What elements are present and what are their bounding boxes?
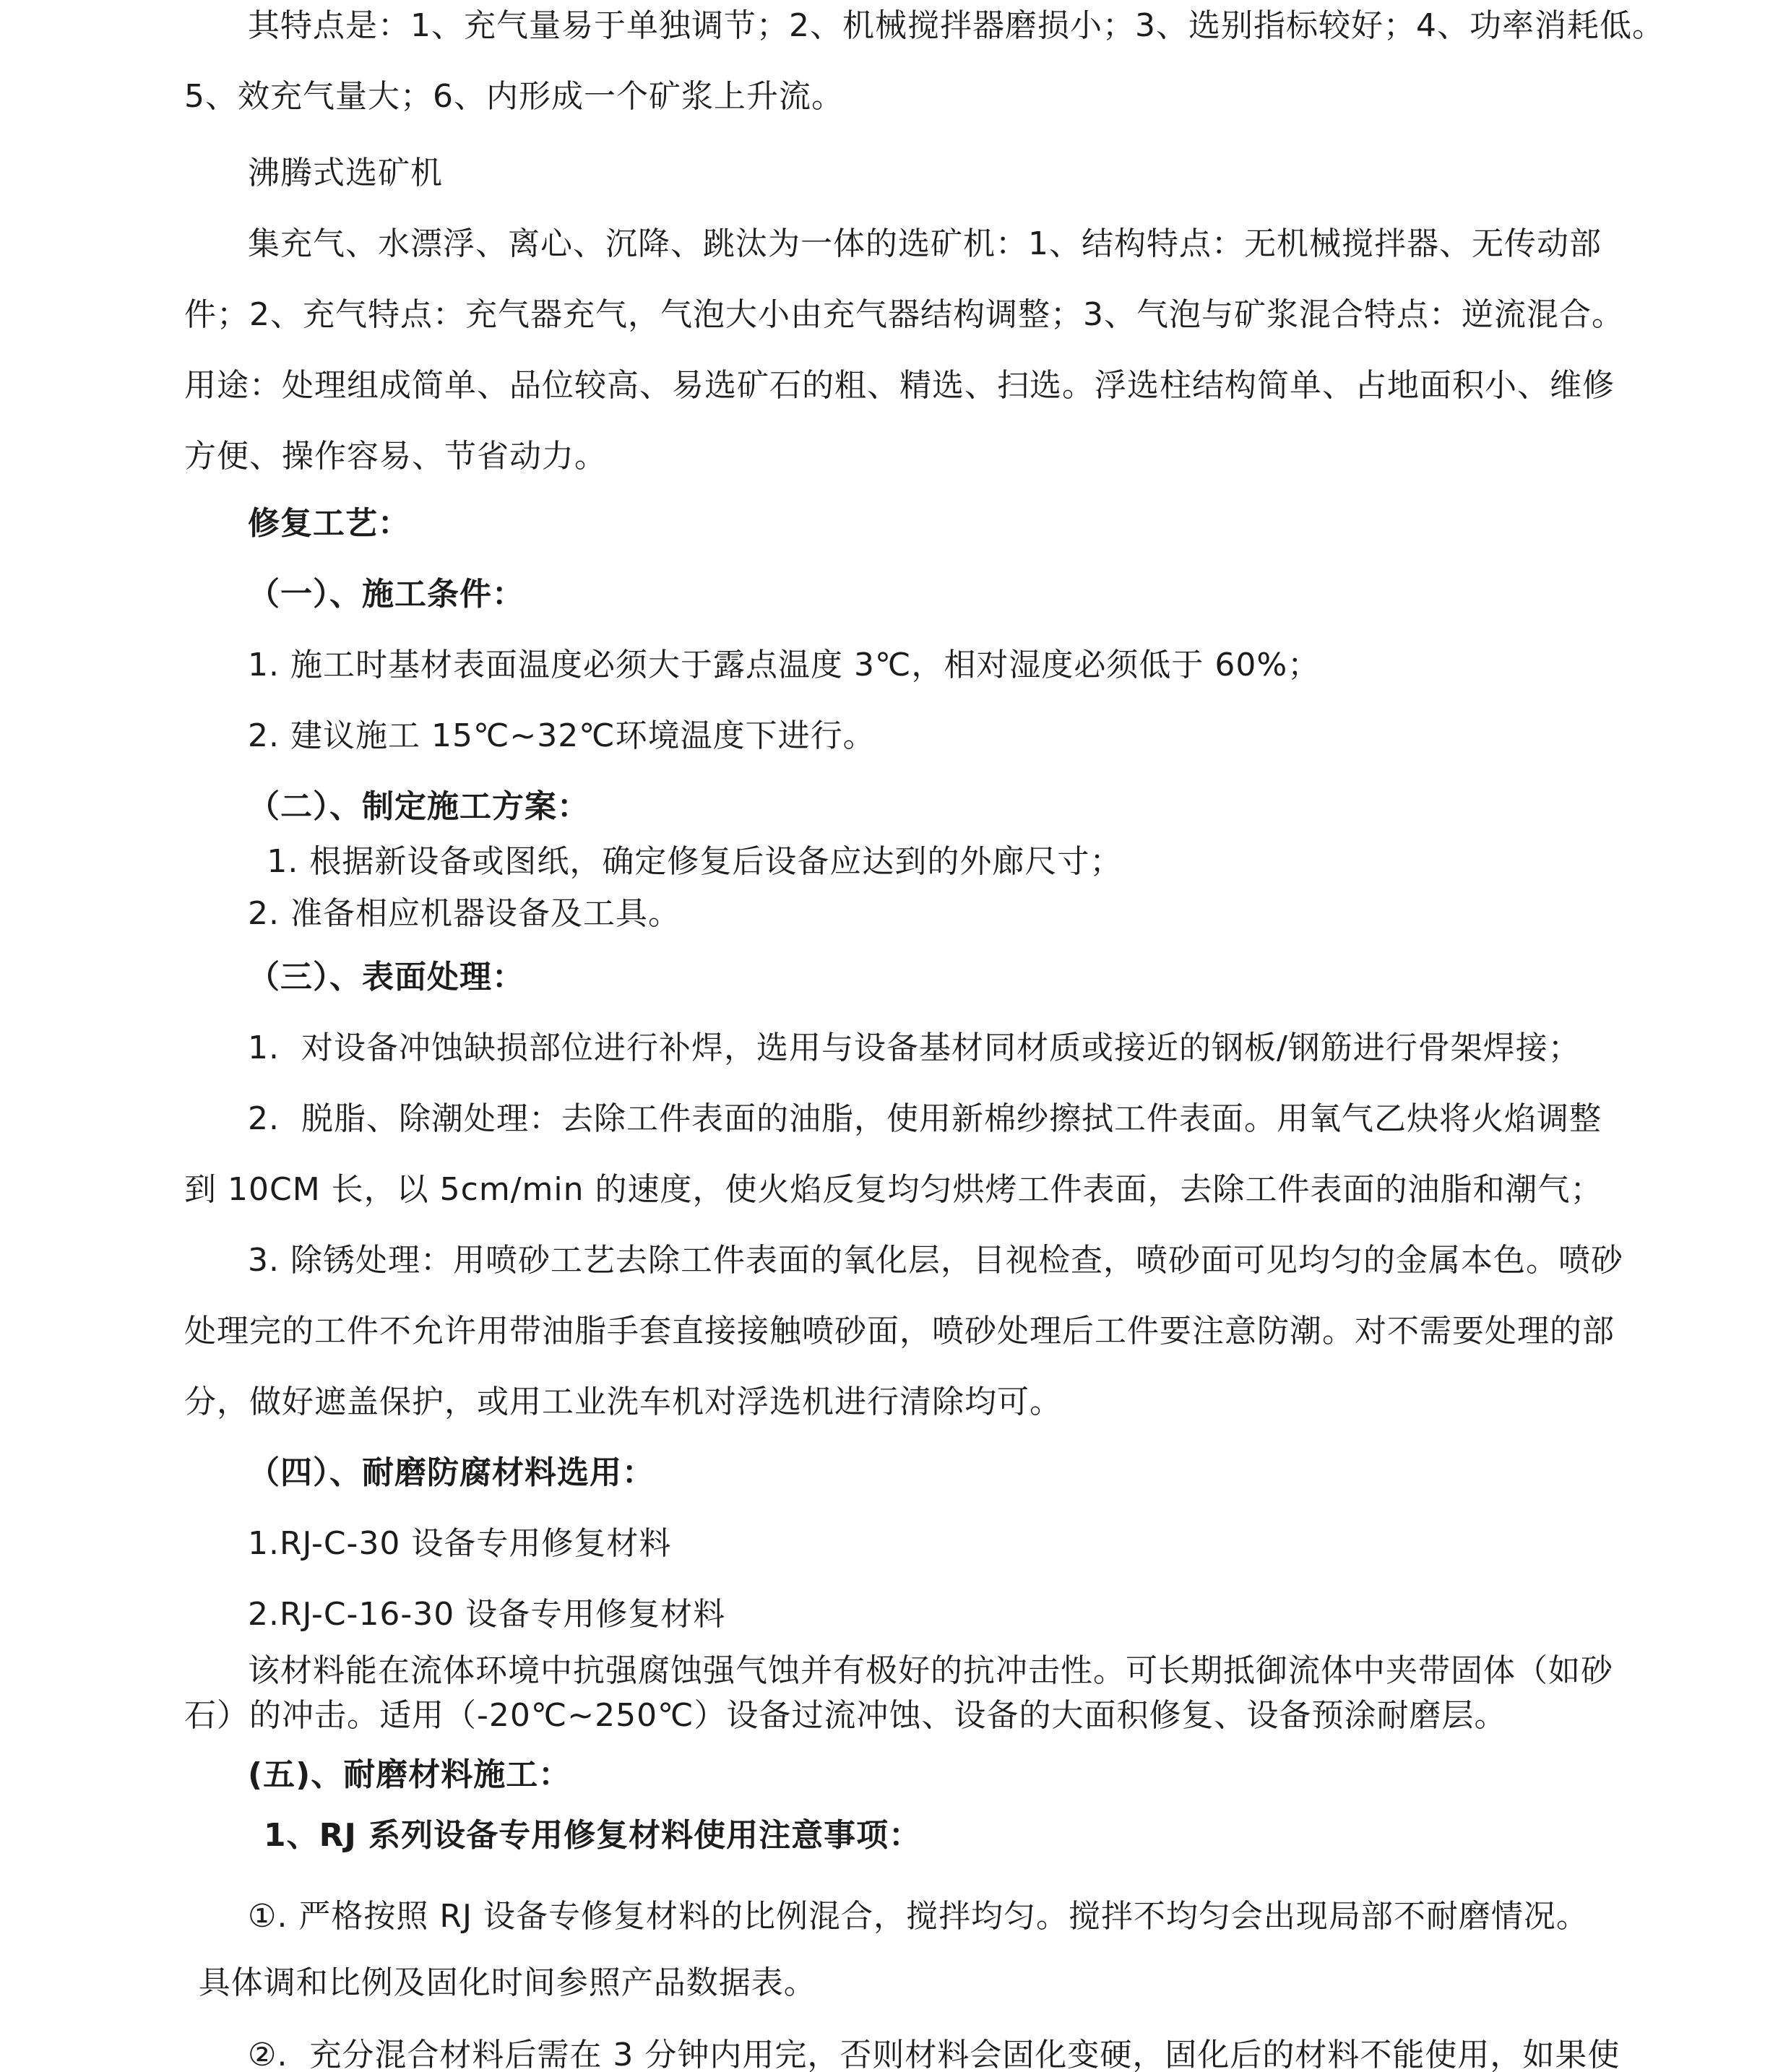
text-line-2: 5、效充气量大；6、内形成一个矿浆上升流。 — [184, 78, 844, 115]
text-line-30: 具体调和比例及固化时间参照产品数据表。 — [198, 1964, 816, 2001]
text-line-25: 该材料能在流体环境中抗强腐蚀强气蚀并有极好的抗冲击性。可长期抵御流体中夹带固体（如砂 — [248, 1652, 1613, 1689]
text-line-27: (五)、耐磨材料施工： — [248, 1756, 571, 1793]
text-line-21: 分，做好遮盖保护，或用工业洗车机对浮选机进行清除均可。 — [184, 1384, 1062, 1420]
text-line-14: 2. 准备相应机器设备及工具。 — [248, 895, 681, 932]
text-line-19: 3. 除锈处理：用喷砂工艺去除工件表面的氧化层，目视检查，喷砂面可见均匀的金属本色。喷砂 — [248, 1242, 1623, 1279]
document-body — [184, 4, 1665, 2072]
text-line-16: 1. 对设备冲蚀缺损部位进行补焊，选用与设备基材同材质或接近的钢板/钢筋进行骨架焊接； — [248, 1029, 1581, 1066]
text-line-26: 石）的冲击。适用（-20℃~250℃）设备过流冲蚀、设备的大面积修复、设备预涂耐磨层。 — [184, 1697, 1507, 1734]
text-line-18: 到 10CM 长，以 5cm/min 的速度，使火焰反复均匀烘烤工件表面，去除工件表面的油脂和潮气； — [184, 1171, 1603, 1208]
text-line-7: 方便、操作容易、节省动力。 — [184, 438, 607, 475]
text-line-13: 1. 根据新设备或图纸，确定修复后设备应达到的外廊尺寸； — [267, 843, 1123, 880]
text-line-17: 2. 脱脂、除潮处理：去除工件表面的油脂，使用新棉纱擦拭工件表面。用氧气乙炔将火焰调整 — [248, 1100, 1602, 1137]
text-line-5: 件；2、充气特点：充气器充气，气泡大小由充气器结构调整；3、气泡与矿浆混合特点：逆流混合。 — [184, 296, 1624, 333]
text-line-6: 用途：处理组成简单、品位较高、易选矿石的粗、精选、扫选。浮选柱结构简单、占地面积小、维修 — [184, 367, 1615, 404]
text-line-28: 1、RJ 系列设备专用修复材料使用注意事项： — [264, 1817, 922, 1854]
text-line-1: 其特点是：1、充气量易于单独调节；2、机械搅拌器磨损小；3、选别指标较好；4、功率消耗低。 — [248, 7, 1665, 44]
text-line-23: 1.RJ-C-30 设备专用修复材料 — [248, 1525, 672, 1562]
text-line-22: （四）、耐磨防腐材料选用： — [248, 1454, 655, 1491]
text-line-31: ②. 充分混合材料后需在 3 分钟内用完，否则材料会固化变硬，固化后的材料不能使用，如果使 — [248, 2037, 1620, 2072]
text-line-4: 集充气、水漂浮、离心、沉降、跳汰为一体的选矿机：1、结构特点：无机械搅拌器、无传动部 — [248, 225, 1602, 262]
text-line-3: 沸腾式选矿机 — [248, 155, 443, 191]
text-line-9: （一）、施工条件： — [248, 576, 525, 613]
text-line-15: （三）、表面处理： — [248, 959, 525, 996]
text-line-24: 2.RJ-C-16-30 设备专用修复材料 — [248, 1596, 726, 1633]
text-line-10: 1. 施工时基材表面温度必须大于露点温度 3℃，相对湿度必须低于 60%； — [248, 647, 1321, 683]
text-line-20: 处理完的工件不允许用带油脂手套直接接触喷砂面，喷砂处理后工件要注意防潮。对不需要处理的部 — [184, 1313, 1615, 1350]
text-line-12: （二）、制定施工方案： — [248, 788, 590, 825]
text-line-29: ①. 严格按照 RJ 设备专修复材料的比例混合，搅拌均匀。搅拌不均匀会出现局部不耐磨情况。 — [248, 1898, 1589, 1935]
text-line-11: 2. 建议施工 15℃~32℃环境温度下进行。 — [248, 717, 876, 754]
text-line-8: 修复工艺： — [248, 505, 410, 542]
